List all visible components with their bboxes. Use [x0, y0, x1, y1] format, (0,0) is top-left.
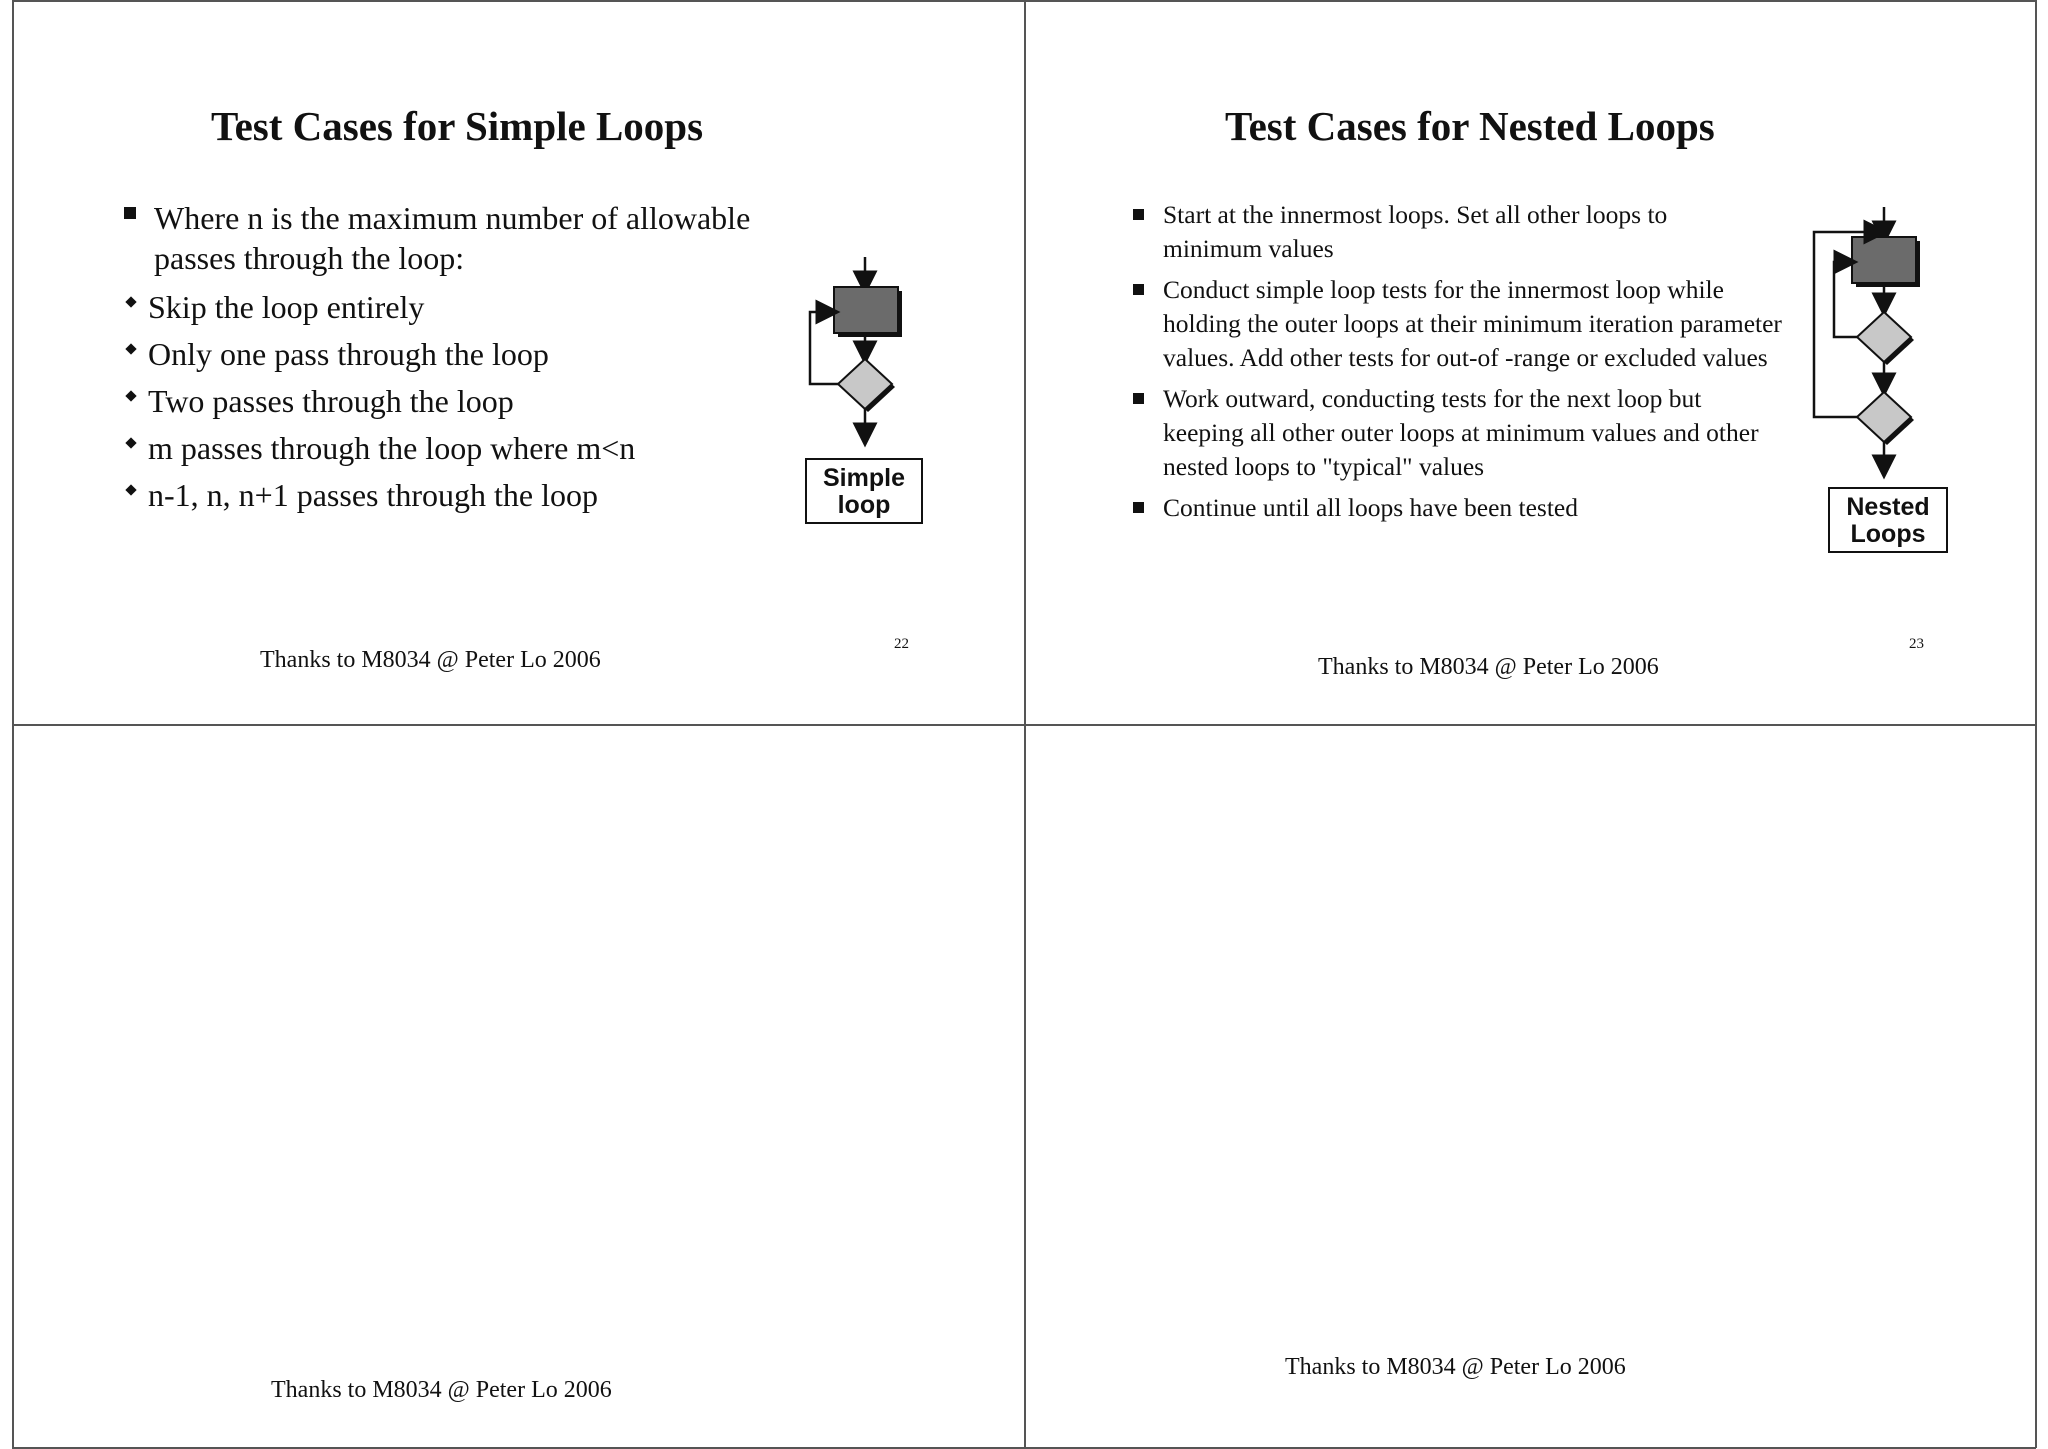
bullet-item: n-1, n, n+1 passes through the loop	[124, 472, 804, 519]
slide-footer: Thanks to M8034 @ Peter Lo 2006	[1285, 1354, 1626, 1380]
bullet-item: Start at the innermost loops. Set all other loops to minimum values	[1130, 198, 1763, 266]
slide-title: Test Cases for Simple Loops	[211, 103, 704, 149]
diagram-label: Nested Loops	[1828, 487, 1948, 553]
slide-footer: Thanks to M8034 @ Peter Lo 2006	[1318, 654, 1659, 680]
square-bullet-icon	[124, 207, 136, 219]
bullet-list	[1130, 198, 1790, 525]
diagram-label: Simple loop	[805, 458, 923, 524]
diamond-bullet-icon	[125, 343, 136, 354]
slide-footer: Thanks to M8034 @ Peter Lo 2006	[271, 1377, 612, 1403]
bullet-item: Conduct simple loop tests for the innermost loop while holding the outer loops at their minimum iteration parameter values. Add other tests for out-of -range or excluded values	[1130, 273, 1793, 375]
bullet-item: Continue until all loops have been tested	[1130, 491, 1763, 525]
diamond-bullet-icon	[125, 390, 136, 401]
bullet-item: Skip the loop entirely	[124, 284, 804, 331]
slide-title: Test Cases for Nested Loops	[1225, 103, 1715, 149]
bullet-item: Two passes through the loop	[124, 378, 804, 425]
square-bullet-icon	[1133, 393, 1144, 404]
slide-footer: Thanks to M8034 @ Peter Lo 2006	[260, 647, 601, 673]
simple-loop-flowchart	[800, 255, 920, 455]
bullet-item: m passes through the loop where m<n	[124, 425, 804, 472]
bullet-item: Only one pass through the loop	[124, 331, 804, 378]
page-number: 23	[1909, 636, 1924, 652]
square-bullet-icon	[1133, 502, 1144, 513]
bullet-list	[124, 198, 804, 519]
diamond-bullet-icon	[125, 484, 136, 495]
page-number: 22	[894, 636, 909, 652]
bullet-item: Work outward, conducting tests for the next loop but keeping all other outer loops at minimum values and other nested loops to "typical" values	[1130, 382, 1783, 484]
diamond-bullet-icon	[125, 437, 136, 448]
square-bullet-icon	[1133, 209, 1144, 220]
nested-loops-flowchart	[1806, 205, 1926, 485]
diamond-bullet-icon	[125, 296, 136, 307]
square-bullet-icon	[1133, 284, 1144, 295]
bullet-item: Where n is the maximum number of allowable passes through the loop:	[124, 198, 824, 278]
